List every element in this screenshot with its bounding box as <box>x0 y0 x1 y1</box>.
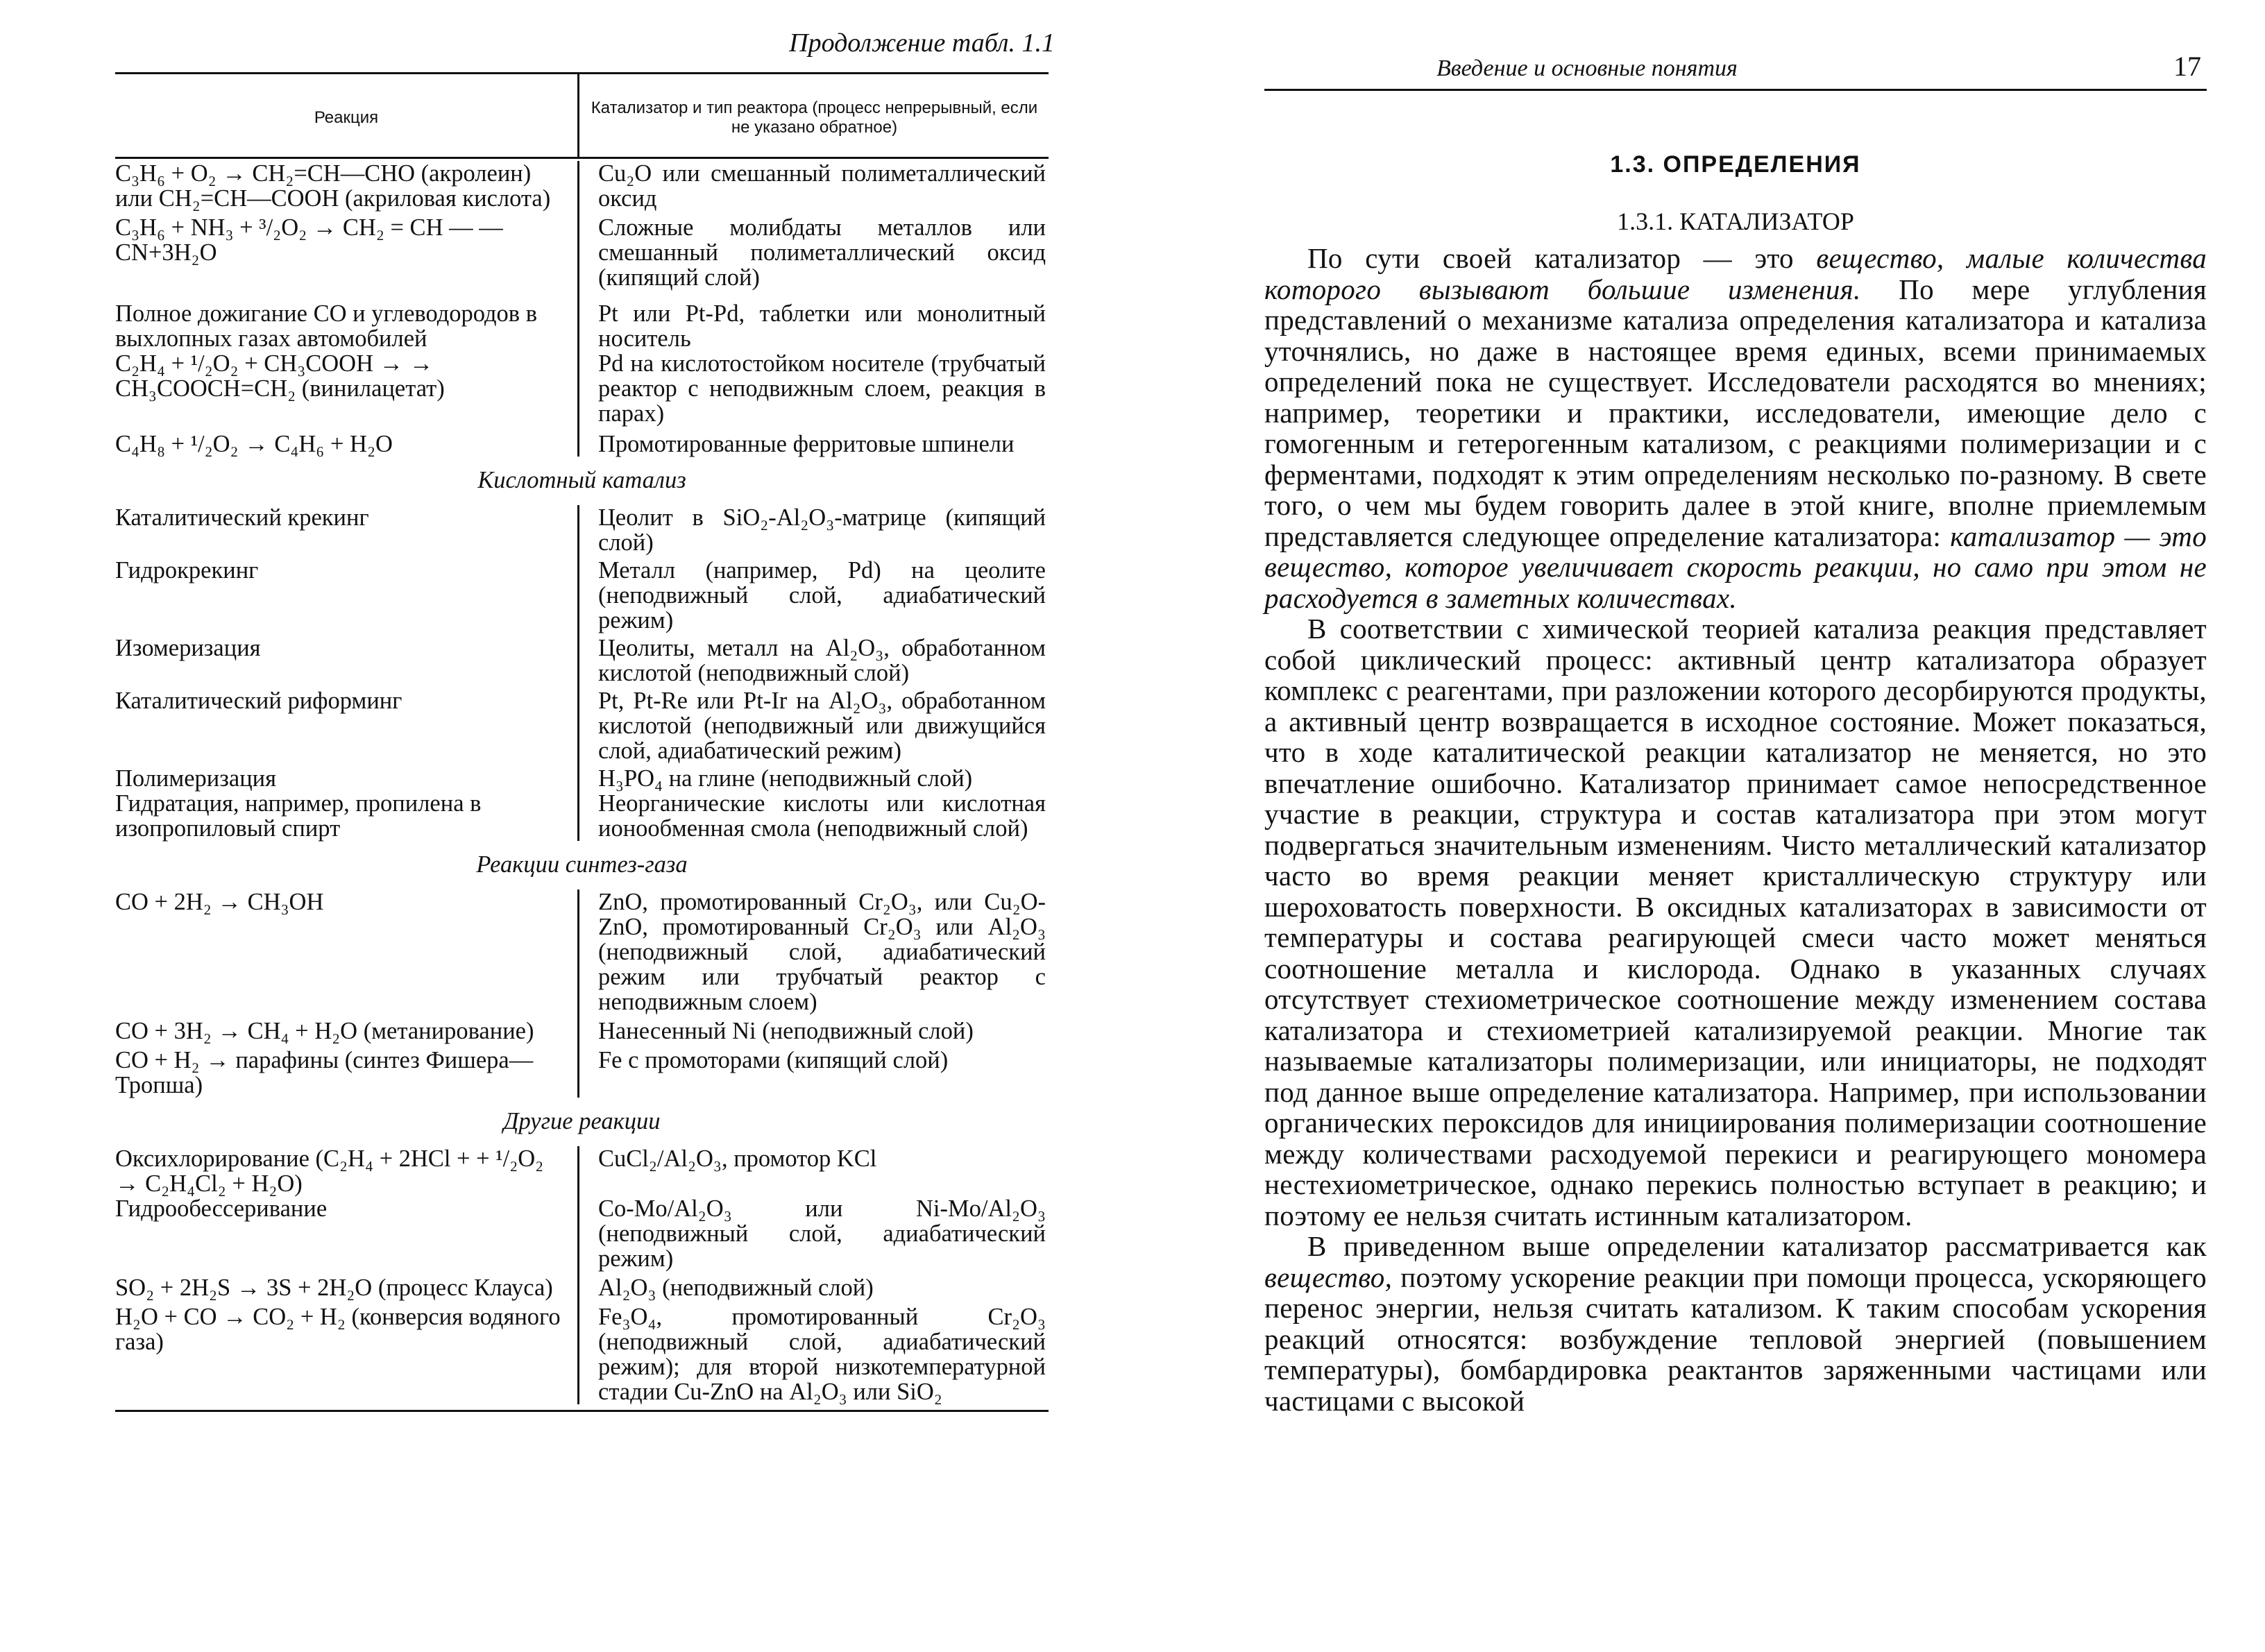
catalyst-cell: Pd на кислотостойком носителе (трубчатый реактор с неподвижным слоем, реакция в парах) <box>598 350 1046 427</box>
reaction-cell: C₃H₆ + O₂ → CH₂=CH—CHO (акролеин) или CH₂=CH—COOH (акриловая кислота) <box>115 160 551 212</box>
paragraph-1 <box>1264 243 2207 613</box>
reaction-cell: Полное дожигание CO и углеводородов в выхлопных газах автомобилей <box>115 300 538 352</box>
p3-text-a: В приведенном выше определении катализатор рассматривается как <box>1307 1230 2207 1262</box>
p1-text-a: По сути своей катализатор — это <box>1307 242 1817 274</box>
table-body <box>115 161 1049 1412</box>
catalyst-cell: Цеолиты, металл на Al₂O₃, обработанном кислотой (неподвижный слой) <box>598 635 1046 686</box>
reaction-cell: C₂H₄ + ¹/₂O₂ + CH₃COOH → → CH₃COOCH=CH₂ (винилацетат) <box>115 350 445 402</box>
group-syngas <box>115 889 1049 1098</box>
table-row <box>115 1275 1049 1300</box>
paragraph-2: В соответствии с химической теорией катализа реакция представляет собой циклический процесс: активный центр катализатора образует комплекс с реагентами, при разложении которого десорбируются продукты, а активный центр возвращается в исходное состояние. Может показаться, что в ходе каталитической реакции катализатор не меняется, но это впечатление ошибочно. Катализатор принимает самое непосредственное участие в реакции, структура и состав катализатора при этом могут подвергаться значительным изменениям. Чисто металлический катализатор часто во время реакции меняет кристаллическую структуру или шероховатость поверхности. В оксидных катализаторах в зависимости от температуры и состава реагирующей смеси часто может меняться соотношение металла и кислорода. Однако в указанных случаях отсутствует стехиометрическое соотношение между изменением состава катализатора и стехиометрией катализируемой реакции. Многие так называемые катализаторы полимеризации, или инициаторы, не подходят под данное выше определение катализатора. Например, при использовании органических пероксидов для инициирования полимеризации соотношение между количествами расходуемой перекиси и реагирующего мономера нестехиометрическое, однако перекись полностью вступает в реакцию; и поэтому ее нельзя считать истинным катализатором. <box>1264 613 2207 1232</box>
reaction-cell: Каталитический риформинг <box>115 688 402 714</box>
table-row <box>115 351 1049 426</box>
continuation-title: Продолжение табл. 1.1 <box>789 28 1055 58</box>
table-row <box>115 1196 1049 1271</box>
catalyst-cell: H₃PO₄ на глине (неподвижный слой) <box>598 765 973 792</box>
reaction-cell: H₂O + CO → CO₂ + H₂ (конверсия водяного газа) <box>115 1304 561 1355</box>
table-row <box>115 432 1049 457</box>
group-other <box>115 1146 1049 1404</box>
group-intro <box>115 161 1049 457</box>
catalyst-cell: Al₂O₃ (неподвижный слой) <box>598 1275 874 1301</box>
right-page <box>1132 0 2265 1652</box>
table-row <box>115 301 1049 351</box>
table-row <box>115 1304 1049 1404</box>
group-acid <box>115 505 1049 841</box>
reaction-cell: Гидрообессеривание <box>115 1195 328 1222</box>
catalyst-cell: Металл (например, Pd) на цеолите (неподвижный слой, адиабатический режим) <box>598 557 1046 633</box>
catalyst-cell: Сложные молибдаты металлов или смешанный полиметаллический оксид (кипящий слой) <box>598 214 1046 291</box>
table-row <box>115 1048 1049 1098</box>
reaction-cell: Полимеризация <box>115 765 276 792</box>
catalyst-cell: Неорганические кислоты или кислотная ионообменная смола (неподвижный слой) <box>598 790 1046 842</box>
section-acid-catalysis: Кислотный катализ <box>477 467 686 493</box>
catalyst-cell: Pt или Pt-Pd, таблетки или монолитный носитель <box>598 300 1046 352</box>
column-divider <box>577 889 579 1098</box>
reaction-cell: CO + 2H₂ → CH₃OH <box>115 889 324 915</box>
catalyst-cell: Cu₂O или смешанный полиметаллический оксид <box>598 160 1046 212</box>
column-divider <box>577 1146 579 1404</box>
reaction-cell: Каталитический крекинг <box>115 504 369 531</box>
catalyst-cell: Цеолит в SiO₂-Al₂O₃-матрице (кипящий слой) <box>598 504 1046 556</box>
table-top-rule <box>115 72 1049 74</box>
header-divider <box>577 72 579 158</box>
catalyst-cell: Нанесенный Ni (неподвижный слой) <box>598 1018 974 1044</box>
reaction-cell: C₄H₈ + ¹/₂O₂ → C₄H₆ + H₂O <box>115 431 393 457</box>
catalyst-cell: ZnO, промотированный Cr₂O₃, или Cu₂O-ZnO, промотированный Cr₂O₃ или Al₂O₃ (неподвижный слой, адиабатический режим или трубчатый реактор с неподвижным слоем) <box>598 889 1046 1015</box>
header-catalyst: Катализатор и тип реактора (процесс непрерывный, если не указано обратное) <box>591 99 1038 137</box>
table-row <box>115 889 1049 1014</box>
reaction-cell: Изомеризация <box>115 635 261 661</box>
table-row <box>115 215 1049 290</box>
table-bottom-rule <box>115 1410 1049 1412</box>
reaction-cell: Оксихлорирование (C₂H₄ + 2HCl + + ¹/₂O₂ → C₂H₄Cl₂ + H₂O) <box>115 1146 544 1197</box>
reaction-cell: Гидрокрекинг <box>115 557 259 584</box>
reaction-cell: SO₂ + 2H₂S → 3S + 2H₂O (процесс Клауса) <box>115 1275 553 1301</box>
header-reaction: Реакция <box>314 108 379 127</box>
body-text <box>1264 243 2207 1416</box>
table-row <box>115 1019 1049 1044</box>
catalyst-cell: Fe₃O₄, промотированный Cr₂O₃ (неподвижный слой, адиабатический режим); для второй низкотемпературной стадии Cu-ZnO на Al₂O₃ или SiO₂ <box>598 1304 1046 1405</box>
catalyst-cell: CuCl₂/Al₂O₃, промотор KCl <box>598 1146 877 1172</box>
table-row <box>115 636 1049 686</box>
page-number: 17 <box>2173 51 2201 82</box>
column-divider <box>577 161 579 457</box>
catalyst-cell: Co-Mo/Al₂O₃ или Ni-Mo/Al₂O₃ (неподвижный слой, адиабатический режим) <box>598 1195 1046 1272</box>
running-head-rule <box>1264 89 2207 91</box>
reaction-cell: CO + 3H₂ → CH₄ + H₂O (метанирование) <box>115 1018 534 1044</box>
table-row <box>115 558 1049 633</box>
catalyst-cell: Pt, Pt-Re или Pt-Ir на Al₂O₃, обработанном кислотой (неподвижный или движущийся слой, адиабатический режим) <box>598 688 1046 764</box>
p1-italic-d: катализатор — это вещество, которое увеличивает скорость реакции, но само при этом не расходуется в заметных количествах. <box>1264 520 2207 614</box>
reaction-cell: C₃H₆ + NH₃ + ³/₂O₂ → CH₂ = CH — — CN+3H₂O <box>115 214 503 266</box>
paragraph-3 <box>1264 1231 2207 1416</box>
table-row <box>115 766 1049 791</box>
table-row <box>115 791 1049 841</box>
p3-text-c: поэтому ускорение реакции при помощи процесса, ускоряющего перенос энергии, нельзя считать катализом. К таким способам ускорения реакций относятся: возбуждение тепловой энергией (повышением температуры), бомбардировка реактантов заряженными частицами или частицами с высокой <box>1264 1261 2207 1417</box>
subsection-heading: 1.3.1. КАТАЛИЗАТОР <box>1617 207 1854 235</box>
catalyst-cell: Fe с промоторами (кипящий слой) <box>598 1047 949 1073</box>
section-syngas: Реакции синтез-газа <box>476 851 688 878</box>
table-row <box>115 688 1049 763</box>
column-divider <box>577 505 579 841</box>
running-head: Введение и основные понятия <box>1436 56 1738 81</box>
table-row <box>115 505 1049 555</box>
section-other-reactions: Другие реакции <box>503 1108 661 1134</box>
table-row <box>115 1146 1049 1196</box>
left-page <box>0 0 1132 1652</box>
catalyst-cell: Промотированные ферритовые шпинели <box>598 431 1015 457</box>
header-bottom-rule <box>115 157 1049 159</box>
p3-italic-b: вещество, <box>1264 1261 1393 1293</box>
p1-text-c: По мере углубления представлений о механизме катализа определения катализатора и катализа уточнялись, но даже в настоящее время единых, всеми принимаемых определений пока не существует. Исследователи расходятся во мнениях; например, теоретики и практики, исследователи, имеющие дело с гомогенным и гетерогенным катализом, с реакциями полимеризации и с ферментами, подходят к этим определениям несколько по-разному. В свете того, о чем мы будем говорить далее в этой книге, вполне приемлемым представляется следующее определение катализатора: <box>1264 273 2207 552</box>
section-heading: 1.3. ОПРЕДЕЛЕНИЯ <box>1610 151 1861 178</box>
p1-italic-b: вещество, малые количества которого вызывают большие изменения. <box>1264 242 2207 305</box>
table-row <box>115 161 1049 211</box>
reaction-cell: Гидратация, например, пропилена в изопропиловый спирт <box>115 790 482 842</box>
reaction-cell: CO + H₂ → парафины (синтез Фишера—Тропша) <box>115 1047 534 1098</box>
